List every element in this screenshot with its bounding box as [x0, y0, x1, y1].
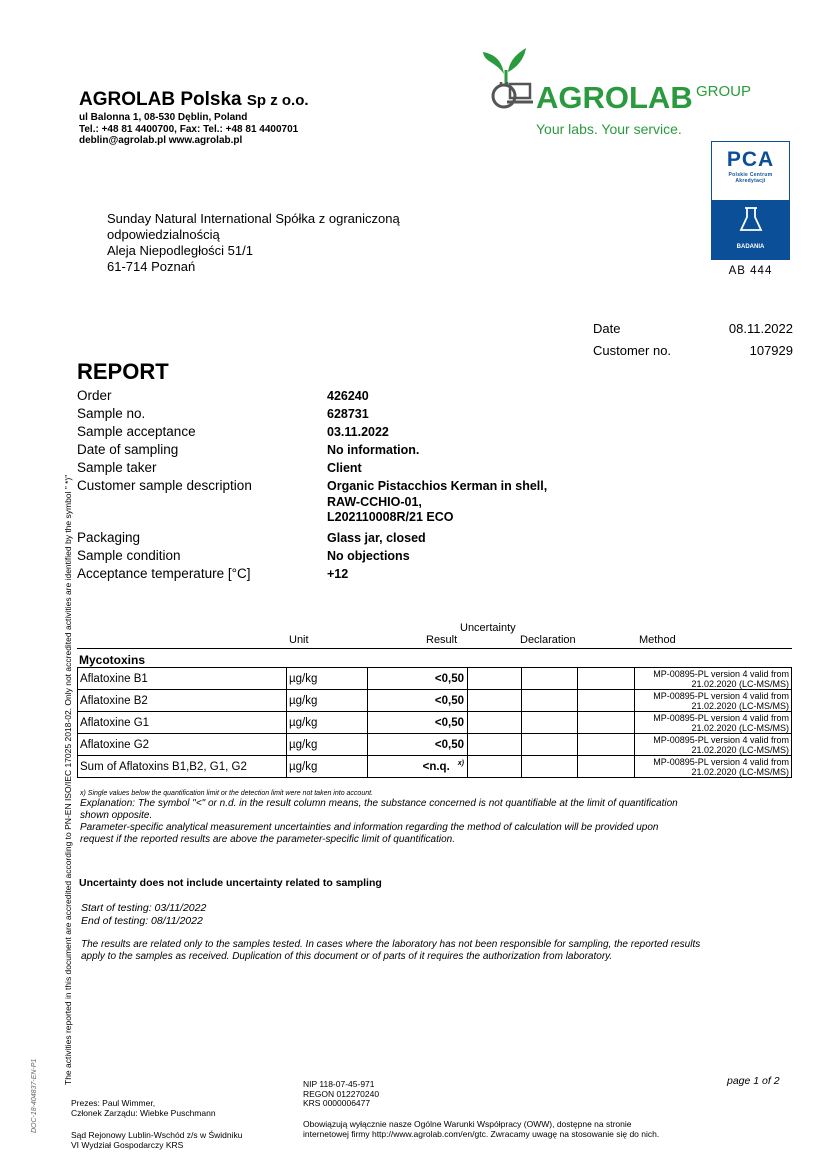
method-line: MP-00895-PL version 4 valid from — [653, 668, 789, 679]
recipient-line: odpowiedzialnością — [107, 227, 220, 242]
results-table — [77, 667, 792, 778]
customer-no-label: Customer no. — [593, 343, 672, 358]
analyte-name: Aflatoxine G2 — [78, 734, 287, 756]
acceptance-label: Sample acceptance — [77, 424, 196, 439]
header-divider — [77, 648, 792, 649]
analyte-unit: µg/kg — [287, 668, 368, 690]
sampling-date-value: No information. — [327, 443, 420, 457]
uncertainty-cell — [468, 690, 522, 712]
table-row — [78, 690, 792, 712]
uncertainty-cell — [468, 712, 522, 734]
footer-registry — [303, 1080, 379, 1109]
company-address-block — [79, 112, 298, 147]
company-name — [79, 89, 309, 111]
notes-block — [80, 789, 780, 846]
section-mycotoxins: Mycotoxins — [79, 653, 146, 667]
footer-terms-line: internetowej firmy http://www.agrolab.com/en/gtc. Zwracamy uwagę na stosowanie się do nich. — [303, 1128, 660, 1139]
uncertainty-note: Uncertainty does not include uncertainty related to sampling — [79, 877, 382, 889]
pca-accreditation-badge — [711, 141, 790, 260]
table-row — [78, 712, 792, 734]
report-title: REPORT — [77, 359, 169, 384]
accreditation-number: AB 444 — [728, 265, 773, 277]
company-contact: deblin@agrolab.pl www.agrolab.pl — [79, 135, 243, 146]
method-line: 21.02.2020 (LC-MS/MS) — [691, 678, 789, 689]
disclaimer — [81, 939, 781, 963]
company-name-text: AGROLAB Polska — [79, 89, 242, 110]
pca-badania: BADANIA — [736, 244, 765, 250]
description-label: Customer sample description — [77, 478, 252, 493]
footer-management — [71, 1099, 216, 1118]
analyte-name: Aflatoxine B1 — [78, 668, 287, 690]
method-line: MP-00895-PL version 4 valid from — [653, 756, 789, 767]
analyte-result — [368, 756, 468, 778]
sample-taker-value: Client — [327, 461, 362, 475]
agrolab-group-text: GROUP — [696, 83, 752, 100]
analyte-method — [635, 712, 792, 734]
analyte-method — [635, 756, 792, 778]
company-address: ul Balonna 1, 08-530 Dęblin, Poland — [79, 112, 248, 123]
analyte-name: Aflatoxine B2 — [78, 690, 287, 712]
analyte-unit: µg/kg — [287, 734, 368, 756]
method-line: 21.02.2020 (LC-MS/MS) — [691, 766, 789, 777]
method-line: MP-00895-PL version 4 valid from — [653, 712, 789, 723]
agrolab-logo — [482, 44, 782, 144]
method-line: 21.02.2020 (LC-MS/MS) — [691, 744, 789, 755]
result-value: <n.q. — [422, 760, 450, 773]
disclaimer-line: The results are related only to the samples tested. In cases where the laboratory has not been responsible for sampling, the reported results — [81, 939, 701, 950]
disclaimer-line: apply to the samples as received. Duplication of this document or of parts of it requires the authorization from laboratory. — [81, 951, 613, 962]
analyte-unit: µg/kg — [287, 712, 368, 734]
explanation-line: shown opposite. — [80, 810, 153, 821]
uncertainty-cell — [468, 756, 522, 778]
condition-value: No objections — [327, 549, 410, 563]
footnote-text: x) Single values below the quantification limit or the detection limit were not taken into account. — [80, 790, 373, 797]
temperature-value: +12 — [327, 567, 349, 581]
method-line: MP-00895-PL version 4 valid from — [653, 734, 789, 745]
analyte-name: Sum of Aflatoxins B1,B2, G1, G2 — [78, 756, 287, 778]
parameter-note-line: request if the reported results are above the parameter-specific limit of quantification. — [80, 834, 456, 845]
header-uncertainty: Uncertainty — [460, 622, 516, 634]
sampling-date-label: Date of sampling — [77, 442, 179, 457]
header-declaration: Declaration — [520, 634, 576, 646]
header-unit: Unit — [289, 634, 309, 646]
table-row — [78, 756, 792, 778]
footer-terms — [303, 1120, 659, 1139]
uncertainty-cell — [468, 734, 522, 756]
recipient-line: Aleja Niepodległości 51/1 — [107, 243, 253, 258]
uncertainty-cell — [468, 668, 522, 690]
declaration-cell — [522, 690, 578, 712]
parameter-note-line: Parameter-specific analytical measurement uncertainties and information regarding the method of calculation will be provided upon — [80, 822, 659, 833]
analyte-result: <0,50 — [368, 690, 468, 712]
agrolab-wordmark: AGROLAB — [536, 80, 693, 115]
analyte-method — [635, 734, 792, 756]
footnote-marker: x) — [457, 760, 464, 768]
empty-cell — [578, 734, 635, 756]
footer-regon: REGON 012270240 — [303, 1088, 380, 1099]
footer-court-line: VI Wydział Gospodarczy KRS — [71, 1139, 184, 1150]
analyte-unit: µg/kg — [287, 756, 368, 778]
temperature-label: Acceptance temperature [°C] — [77, 566, 251, 581]
description-line: Organic Pistacchios Kerman in shell, — [327, 479, 548, 493]
declaration-cell — [522, 712, 578, 734]
analyte-result: <0,50 — [368, 734, 468, 756]
description-value — [327, 479, 547, 526]
company-phone: Tel.: +48 81 4400700, Fax: Tel.: +48 81 4400701 — [79, 123, 299, 135]
agrolab-logo-graphic — [482, 44, 782, 144]
pca-line1: Polskie Centrum — [728, 172, 773, 178]
footer-president: Prezes: Paul Wimmer, — [71, 1098, 156, 1108]
order-value: 426240 — [327, 389, 369, 403]
packaging-label: Packaging — [77, 530, 141, 545]
testing-start: Start of testing: 03/11/2022 — [81, 902, 207, 914]
footer-terms-line: Obowiązują wyłącznie nasze Ogólne Warunki Współpracy (OWW), dostępne na stronie — [303, 1119, 632, 1129]
company-name-suffix: Sp z o.o. — [246, 92, 309, 109]
analyte-result: <0,50 — [368, 712, 468, 734]
declaration-cell — [522, 756, 578, 778]
sample-no-label: Sample no. — [77, 406, 146, 421]
footer-krs: KRS 0000006477 — [303, 1098, 371, 1108]
declaration-cell — [522, 734, 578, 756]
document-id: DOC-18-404837-EN-P1 — [31, 1058, 38, 1133]
recipient-line: 61-714 Poznań — [107, 259, 196, 274]
empty-cell — [578, 690, 635, 712]
header-result: Result — [426, 634, 458, 646]
method-line: 21.02.2020 (LC-MS/MS) — [691, 722, 789, 733]
description-line: L202110008R/21 ECO — [327, 510, 454, 524]
condition-label: Sample condition — [77, 548, 181, 563]
recipient-address — [107, 211, 400, 275]
analyte-unit: µg/kg — [287, 690, 368, 712]
footer-board: Członek Zarządu: Wiebke Puschmann — [71, 1107, 216, 1118]
acceptance-value: 03.11.2022 — [327, 425, 389, 439]
explanation-line: Explanation: The symbol "<" or n.d. in the result column means, the substance concerned is not quantifiable at the limit of quantification — [80, 798, 678, 809]
testing-end: End of testing: 08/11/2022 — [81, 915, 203, 927]
footer-court-line: Sąd Rejonowy Lublin-Wschód z/s w Świdniku — [71, 1130, 243, 1140]
pca-title: PCA — [726, 148, 775, 171]
empty-cell — [578, 668, 635, 690]
page-number: page 1 of 2 — [727, 1075, 780, 1087]
declaration-cell — [522, 668, 578, 690]
footer-nip: NIP 118-07-45-971 — [303, 1079, 375, 1089]
flask-icon — [739, 206, 763, 234]
description-line: RAW-CCHIO-01, — [327, 494, 422, 509]
date-value: 08.11.2022 — [728, 321, 793, 336]
date-label: Date — [593, 321, 621, 336]
table-row — [78, 668, 792, 690]
analyte-method — [635, 690, 792, 712]
packaging-value: Glass jar, closed — [327, 531, 426, 545]
method-line: 21.02.2020 (LC-MS/MS) — [691, 700, 789, 711]
agrolab-slogan: Your labs. Your service. — [536, 121, 682, 137]
table-row — [78, 734, 792, 756]
analyte-method — [635, 668, 792, 690]
customer-no-value: 107929 — [749, 343, 793, 358]
recipient-line: Sunday Natural International Spółka z ograniczoną — [107, 211, 400, 226]
analyte-name: Aflatoxine G1 — [78, 712, 287, 734]
empty-cell — [578, 712, 635, 734]
accreditation-side-note: The activities reported in this document are accredited according to PN-EN ISO/IEC 17025 2018-02. Only not accredited activities are identified by the symbol " *)" — [63, 474, 73, 1085]
empty-cell — [578, 756, 635, 778]
footer-court — [71, 1131, 243, 1150]
pca-line2: Akredytacji — [735, 178, 766, 184]
testing-dates — [81, 902, 206, 928]
sample-no-value: 628731 — [327, 407, 369, 421]
header-method: Method — [639, 634, 676, 646]
method-line: MP-00895-PL version 4 valid from — [653, 690, 789, 701]
analyte-result: <0,50 — [368, 668, 468, 690]
sample-taker-label: Sample taker — [77, 460, 157, 475]
order-label: Order — [77, 388, 112, 403]
